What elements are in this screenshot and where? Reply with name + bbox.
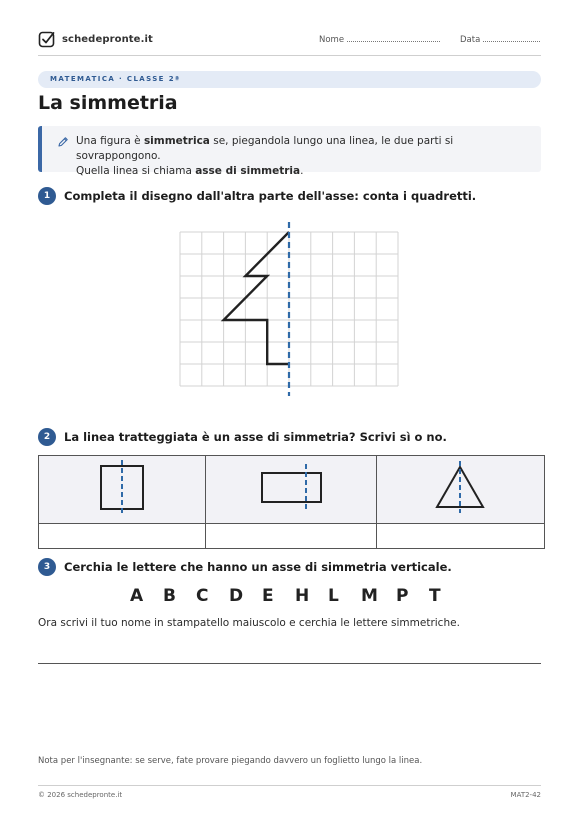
teacher-note: Nota per l'insegnante: se serve, fate provare piegando davvero un foglietto lungo la linea. — [38, 756, 423, 766]
letter-item[interactable]: D — [229, 586, 244, 606]
shape-cell-square — [39, 456, 206, 524]
rectangle-with-axis-icon — [206, 456, 376, 519]
question-number: 3 — [38, 558, 56, 576]
page-title: La simmetria — [38, 92, 178, 114]
definition-bold-term: simmetrica — [143, 135, 210, 147]
checkbox-logo-icon — [38, 30, 56, 48]
question-text: Cerchia le lettere che hanno un asse di simmetria verticale. — [64, 560, 452, 574]
question-1 — [38, 187, 476, 205]
worksheet-code: MAT2-42 — [510, 791, 541, 799]
pencil-icon — [57, 136, 69, 148]
answer-cell-rectangle[interactable] — [206, 524, 377, 549]
shape-cell-triangle — [377, 456, 545, 524]
name-field[interactable] — [319, 34, 440, 45]
definition-text-part: Quella linea si chiama — [76, 165, 196, 177]
definition-bold-term: asse di simmetria — [195, 165, 301, 177]
letter-item[interactable]: P — [396, 586, 409, 606]
square-with-axis-icon — [39, 456, 205, 519]
name-instruction: Ora scrivi il tuo nome in stampatello maiuscolo e cerchia le lettere simmetriche. — [38, 617, 460, 629]
question-3 — [38, 558, 452, 576]
question-2 — [38, 428, 447, 446]
answer-cell-square[interactable] — [39, 524, 206, 549]
name-writing-line[interactable] — [38, 663, 541, 664]
definition-text-part: se, piegandola lungo una linea, le due parti si sovrappongono. — [76, 135, 454, 162]
date-label: Data — [460, 35, 481, 45]
definition-text — [76, 134, 536, 179]
symmetry-check-table — [38, 455, 545, 549]
subject-tag: MATEMATICA · CLASSE 2ª — [38, 71, 541, 88]
shape-cell-rectangle — [206, 456, 377, 524]
question-number: 2 — [38, 428, 56, 446]
copyright: © 2026 schedepronte.it — [38, 791, 123, 799]
triangle-with-axis-icon — [377, 456, 544, 519]
letter-item[interactable]: H — [295, 586, 310, 606]
name-dots — [347, 34, 440, 42]
site-name: schedepronte.it — [62, 33, 153, 45]
logo — [38, 30, 153, 48]
date-field[interactable] — [460, 34, 540, 45]
letter-item[interactable]: C — [196, 586, 209, 606]
letter-item[interactable]: B — [163, 586, 176, 606]
definition-text-part: Una figura è — [76, 135, 144, 147]
page-header — [38, 30, 541, 56]
question-text: Completa il disegno dall'altra parte dell'asse: conta i quadretti. — [64, 189, 477, 203]
answer-cell-triangle[interactable] — [377, 524, 545, 549]
letter-item[interactable]: L — [328, 586, 339, 606]
half-figure-path — [224, 232, 289, 364]
name-label: Nome — [319, 35, 345, 45]
letters-row — [0, 586, 579, 608]
letter-item[interactable]: E — [262, 586, 274, 606]
shapes-row — [39, 456, 545, 524]
definition-text-part: . — [300, 165, 304, 177]
question-text: La linea tratteggiata è un asse di simmetria? Scrivi sì o no. — [64, 430, 447, 444]
letter-item[interactable]: A — [130, 586, 144, 606]
page-footer — [38, 785, 541, 799]
answers-row — [39, 524, 545, 549]
letter-item[interactable]: T — [429, 586, 441, 606]
letter-item[interactable]: M — [361, 586, 378, 606]
grid-lines — [180, 232, 398, 386]
question-number: 1 — [38, 187, 56, 205]
definition-callout — [38, 126, 541, 177]
date-dots — [483, 34, 540, 42]
